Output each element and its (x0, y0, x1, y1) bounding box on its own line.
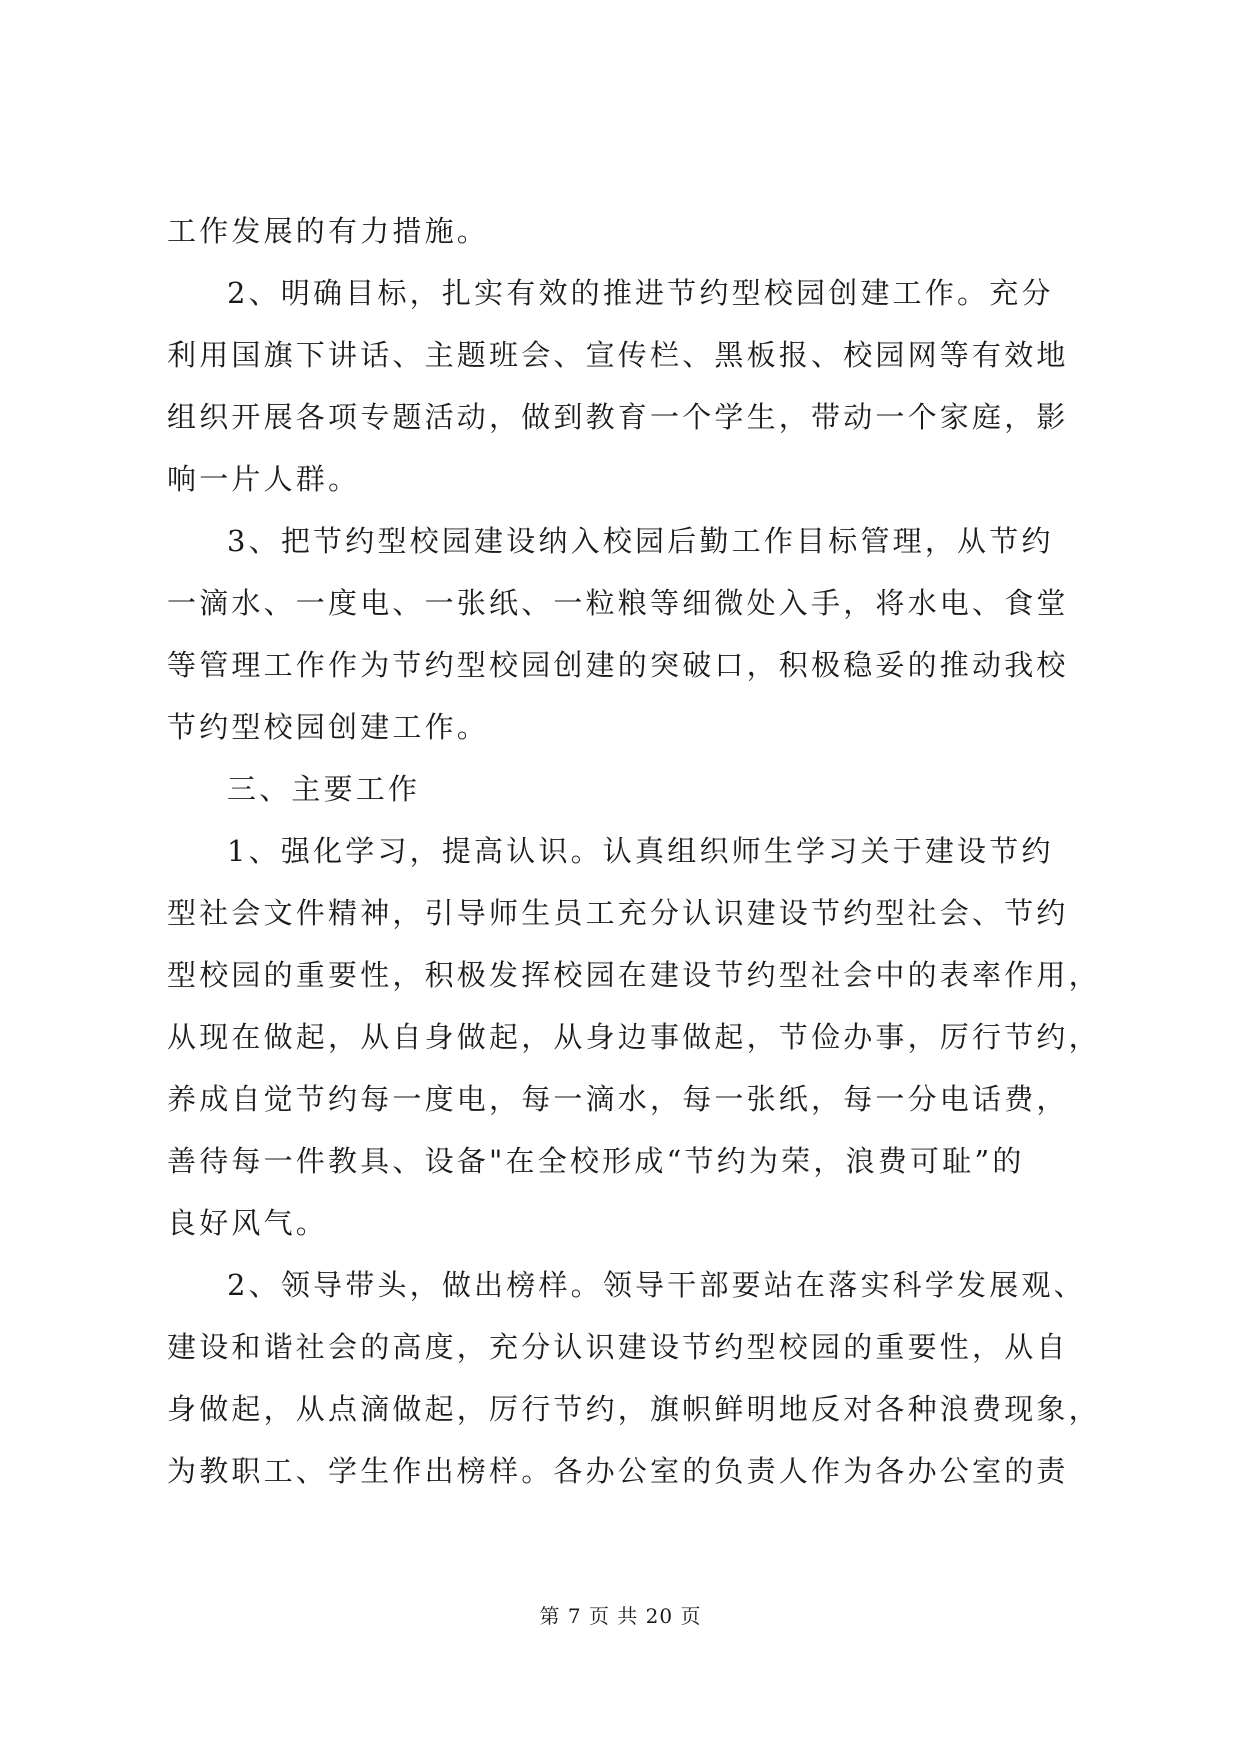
page-footer: 第 7 页 共 20 页 (539, 1604, 702, 1628)
text-line: 建设和谐社会的高度，充分认识建设节约型校园的重要性，从自 (167, 1330, 1069, 1364)
text-line: 身做起，从点滴做起，厉行节约，旗帜鲜明地反对各种浪费现象， (167, 1392, 1101, 1426)
text-line: 组织开展各项专题活动，做到教育一个学生，带动一个家庭，影 (167, 400, 1069, 434)
text-line: 善待每一件教具、设备"在全校形成“节约为荣，浪费可耻”的 (167, 1144, 1025, 1178)
text-line: 为教职工、学生作出榜样。各办公室的负责人作为各办公室的责 (167, 1454, 1069, 1488)
item-2-start: 2、领导带头，做出榜样。领导干部要站在落实科学发展观、 (227, 1268, 1086, 1302)
text-line: 型校园的重要性，积极发挥校园在建设节约型社会中的表率作用， (167, 958, 1101, 992)
item-1-start: 1、强化学习，提高认识。认真组织师生学习关于建设节约 (227, 834, 1054, 868)
text-line: 利用国旗下讲话、主题班会、宣传栏、黑板报、校园网等有效地 (167, 338, 1069, 372)
document-body (167, 200, 1101, 1502)
text-line: 良好风气。 (167, 1206, 329, 1240)
text-line: 工作发展的有力措施。 (167, 214, 490, 248)
text-line: 响一片人群。 (167, 462, 361, 496)
paragraph-3-start: 3、把节约型校园建设纳入校园后勤工作目标管理，从节约 (227, 524, 1054, 558)
text-line: 节约型校园创建工作。 (167, 710, 490, 744)
text-line: 一滴水、一度电、一张纸、一粒粮等细微处入手，将水电、食堂 (167, 586, 1069, 620)
text-line: 从现在做起，从自身做起，从身边事做起，节俭办事，厉行节约， (167, 1020, 1101, 1054)
text-line: 等管理工作作为节约型校园创建的突破口，积极稳妥的推动我校 (167, 648, 1069, 682)
text-line: 养成自觉节约每一度电，每一滴水，每一张纸，每一分电话费， (167, 1082, 1069, 1116)
paragraph-2-start: 2、明确目标，扎实有效的推进节约型校园创建工作。充分 (227, 276, 1054, 310)
text-line: 型社会文件精神，引导师生员工充分认识建设节约型社会、节约 (167, 896, 1069, 930)
section-heading: 三、主要工作 (227, 772, 421, 806)
